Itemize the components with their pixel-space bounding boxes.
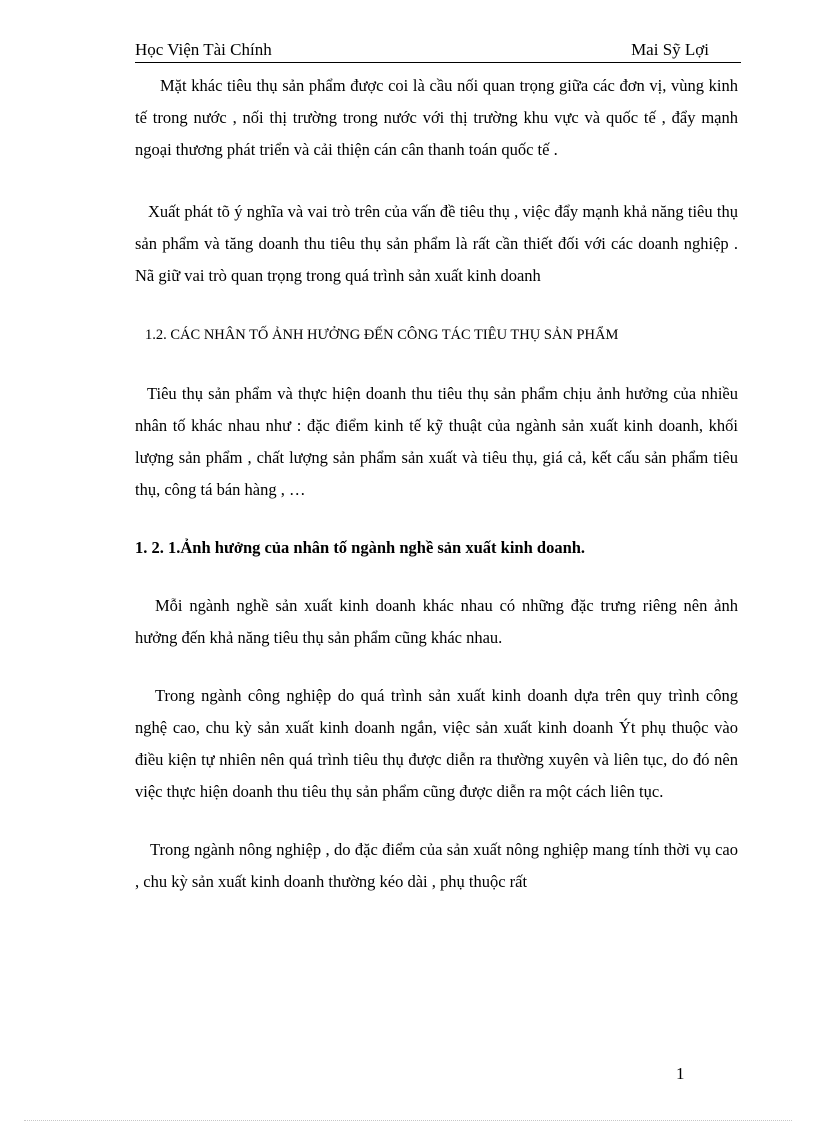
page-number: 1 <box>676 1064 685 1083</box>
paragraph-industry-differences: Mỗi ngành nghề sản xuất kinh doanh khác nhau có những đặc trưng riêng nên ảnh hưởng đến khả năng tiêu thụ sản phẩm cũng khác nhau. <box>135 596 738 647</box>
header-author: Mai Sỹ Lợi <box>631 40 709 59</box>
section-heading-factors: 1.2. CÁC NHÂN TỐ ẢNH HƯỞNG ĐẾN CÔNG TÁC TIÊU THỤ SẢN PHẨM <box>145 327 619 343</box>
paragraph-manufacturing: Trong ngành công nghiệp do quá trình sản xuất kinh doanh dựa trên quy trình công nghệ cao, chu kỳ sản xuất kinh doanh ngắn, việc sản xuất kinh doanh Ýt phụ thuộc vào điều kiện tự nhiên nên quá trình tiêu thụ được diễn ra thường xuyên và liên tục, do đó nên việc thực hiện doanh thu tiêu thụ sản phẩm cũng được diễn ra một cách liên tục. <box>135 686 738 801</box>
paragraph-agriculture: Trong ngành nông nghiệp , do đặc điểm của sản xuất nông nghiệp mang tính thời vụ cao , chu kỳ sản xuất kinh doanh thường kéo dài , phụ thuộc rất <box>135 840 738 891</box>
page-header <box>135 38 741 63</box>
paragraph-factors-overview: Tiêu thụ sản phẩm và thực hiện doanh thu tiêu thụ sản phẩm chịu ảnh hưởng của nhiều nhân tố khác nhau như : đặc điểm kinh tế kỹ thuật của ngành sản xuất kinh doanh, khối lượng sản phẩm , chất lượng sản phẩm sản xuất và tiêu thụ, giá cả, kết cấu sản phẩm tiêu thụ, công tá bán hàng , … <box>135 384 738 499</box>
header-institution: Học Viện Tài Chính <box>135 40 272 59</box>
document-body <box>135 70 738 898</box>
paragraph-consumption-bridge: Mặt khác tiêu thụ sản phẩm được coi là cầu nối quan trọng giữa các đơn vị, vùng kinh tế trong nước , nối thị trường trong nước với thị trường khu vực và quốc tế , đẩy mạnh ngoại thương phát triển và cải thiện cán cân thanh toán quốc tế . <box>135 76 738 159</box>
subsection-heading-industry: 1. 2. 1.Ảnh hưởng của nhân tố ngành nghề sản xuất kinh doanh. <box>135 538 586 557</box>
page-bottom-divider <box>24 1120 792 1121</box>
paragraph-importance: Xuất phát tõ ý nghĩa và vai trò trên của vấn đề tiêu thụ , việc đẩy mạnh khả năng tiêu thụ sản phẩm và tăng doanh thu tiêu thụ sản phẩm là rất cần thiết đối với các doanh nghiệp . Nã giữ vai trò quan trọng trong quá trình sản xuất kinh doanh <box>135 202 738 285</box>
